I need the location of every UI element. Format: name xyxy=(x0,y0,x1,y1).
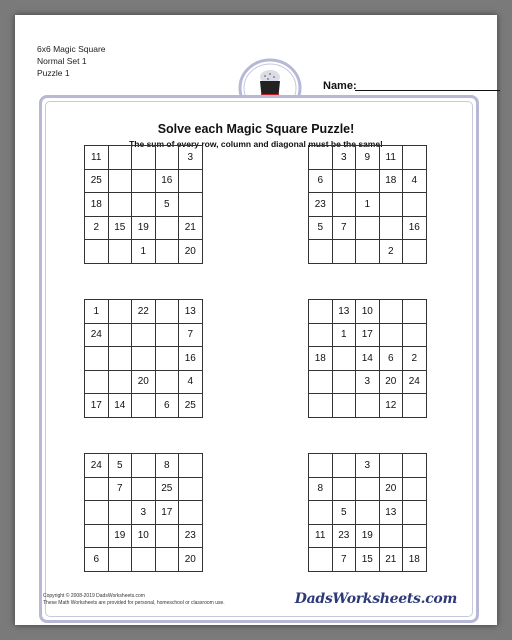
grid-cell[interactable] xyxy=(379,300,403,324)
grid-cell: 5 xyxy=(155,193,179,217)
grid-cell: 1 xyxy=(356,193,380,217)
grid-row xyxy=(309,347,427,371)
grid-cell[interactable] xyxy=(379,216,403,240)
grid-cell[interactable] xyxy=(108,146,132,170)
grid-cell: 23 xyxy=(332,524,356,548)
grid-cell: 6 xyxy=(85,548,109,572)
grid-cell[interactable] xyxy=(309,240,333,264)
grid-cell[interactable] xyxy=(309,394,333,418)
grid-cell: 5 xyxy=(332,501,356,525)
grid-cell: 7 xyxy=(179,323,203,347)
worksheet-set: Normal Set 1 xyxy=(37,56,87,66)
grid-row xyxy=(85,477,203,501)
grid-cell: 16 xyxy=(403,216,427,240)
grid-cell[interactable] xyxy=(132,347,156,371)
grid-row xyxy=(85,370,203,394)
grid-cell: 8 xyxy=(309,477,333,501)
grid-row xyxy=(85,323,203,347)
grid-row xyxy=(85,454,203,478)
name-label: Name: xyxy=(323,80,357,92)
grid-cell: 1 xyxy=(132,240,156,264)
worksheet-title: Solve each Magic Square Puzzle! xyxy=(157,122,355,136)
grid-cell: 20 xyxy=(379,370,403,394)
grid-cell: 11 xyxy=(379,146,403,170)
site-logo: DadsWorksheets.com xyxy=(294,591,457,607)
grid-cell: 6 xyxy=(379,347,403,371)
grid-cell: 10 xyxy=(132,524,156,548)
grid-cell[interactable] xyxy=(155,240,179,264)
grid-cell: 16 xyxy=(179,347,203,371)
magic-square-4 xyxy=(308,299,427,418)
grid-cell[interactable] xyxy=(85,370,109,394)
name-line xyxy=(355,90,500,91)
grid-cell: 13 xyxy=(332,300,356,324)
grid-cell: 2 xyxy=(403,347,427,371)
magic-square-1 xyxy=(84,145,203,264)
grid-cell: 18 xyxy=(309,347,333,371)
grid-cell: 17 xyxy=(85,394,109,418)
grid-cell[interactable] xyxy=(309,548,333,572)
grid-cell: 23 xyxy=(179,524,203,548)
grid-cell[interactable] xyxy=(403,146,427,170)
grid-cell[interactable] xyxy=(309,323,333,347)
grid-cell[interactable] xyxy=(155,548,179,572)
grid-cell: 20 xyxy=(179,548,203,572)
grid-cell[interactable] xyxy=(356,477,380,501)
grid-cell[interactable] xyxy=(132,323,156,347)
grid-cell: 18 xyxy=(85,193,109,217)
grid-cell: 6 xyxy=(155,394,179,418)
grid-cell: 24 xyxy=(403,370,427,394)
grid-cell: 15 xyxy=(356,548,380,572)
worksheet-instructions: The sum of every row, column and diagonal must be the same! xyxy=(129,139,383,149)
grid-cell[interactable] xyxy=(85,347,109,371)
grid-cell: 17 xyxy=(155,501,179,525)
worksheet-page xyxy=(15,15,497,625)
grid-cell: 19 xyxy=(108,524,132,548)
grid-cell: 3 xyxy=(132,501,156,525)
grid-cell[interactable] xyxy=(332,240,356,264)
grid-cell[interactable] xyxy=(155,370,179,394)
grid-cell[interactable] xyxy=(179,193,203,217)
grid-cell[interactable] xyxy=(108,193,132,217)
grid-cell[interactable] xyxy=(379,193,403,217)
grid-cell[interactable] xyxy=(403,240,427,264)
grid-row xyxy=(85,216,203,240)
grid-cell: 25 xyxy=(85,169,109,193)
grid-row xyxy=(309,300,427,324)
grid-cell: 19 xyxy=(356,524,380,548)
grid-cell[interactable] xyxy=(332,193,356,217)
grid-cell[interactable] xyxy=(309,454,333,478)
magic-square-2 xyxy=(308,145,427,264)
magic-square-3 xyxy=(84,299,203,418)
grid-row xyxy=(85,524,203,548)
grid-cell: 12 xyxy=(379,394,403,418)
grid-cell[interactable] xyxy=(108,370,132,394)
grid-cell[interactable] xyxy=(356,240,380,264)
magic-square-6 xyxy=(308,453,427,572)
grid-cell[interactable] xyxy=(403,501,427,525)
grid-cell[interactable] xyxy=(332,477,356,501)
grid-cell[interactable] xyxy=(179,454,203,478)
grid-cell[interactable] xyxy=(403,300,427,324)
grid-row xyxy=(309,548,427,572)
grid-row xyxy=(85,300,203,324)
grid-cell[interactable] xyxy=(85,501,109,525)
grid-cell[interactable] xyxy=(332,370,356,394)
grid-cell[interactable] xyxy=(108,300,132,324)
grid-row xyxy=(309,323,427,347)
grid-cell[interactable] xyxy=(332,169,356,193)
grid-cell[interactable] xyxy=(356,216,380,240)
grid-row xyxy=(309,193,427,217)
grid-row xyxy=(309,477,427,501)
grid-cell: 20 xyxy=(179,240,203,264)
grid-cell[interactable] xyxy=(309,300,333,324)
grid-cell: 5 xyxy=(309,216,333,240)
grid-cell[interactable] xyxy=(403,477,427,501)
grid-cell[interactable] xyxy=(132,146,156,170)
grid-row xyxy=(85,394,203,418)
grid-cell[interactable] xyxy=(403,193,427,217)
grid-cell[interactable] xyxy=(108,169,132,193)
grid-row xyxy=(309,146,427,170)
grid-cell: 10 xyxy=(356,300,380,324)
grid-cell[interactable] xyxy=(155,347,179,371)
grid-cell[interactable] xyxy=(403,394,427,418)
grid-cell[interactable] xyxy=(155,323,179,347)
grid-cell[interactable] xyxy=(155,146,179,170)
grid-row xyxy=(309,524,427,548)
grid-cell[interactable] xyxy=(108,323,132,347)
grid-cell: 18 xyxy=(379,169,403,193)
copyright-text: Copyright © 2008-2019 DadsWorksheets.com xyxy=(43,593,145,599)
grid-row xyxy=(85,347,203,371)
grid-row xyxy=(309,370,427,394)
grid-cell: 14 xyxy=(356,347,380,371)
grid-cell[interactable] xyxy=(403,454,427,478)
grid-cell[interactable] xyxy=(356,394,380,418)
grid-cell: 2 xyxy=(379,240,403,264)
grid-cell: 18 xyxy=(403,548,427,572)
grid-cell[interactable] xyxy=(108,240,132,264)
grid-cell[interactable] xyxy=(132,394,156,418)
worksheet-info xyxy=(37,43,106,79)
grid-cell[interactable] xyxy=(379,454,403,478)
grid-cell[interactable] xyxy=(403,524,427,548)
grid-cell: 8 xyxy=(155,454,179,478)
grid-cell[interactable] xyxy=(108,347,132,371)
grid-cell[interactable] xyxy=(108,501,132,525)
grid-cell[interactable] xyxy=(155,524,179,548)
grid-cell: 7 xyxy=(332,548,356,572)
grid-row xyxy=(309,394,427,418)
grid-cell[interactable] xyxy=(155,216,179,240)
worksheet-type: 6x6 Magic Square xyxy=(37,44,106,54)
grid-cell[interactable] xyxy=(132,193,156,217)
grid-cell: 4 xyxy=(403,169,427,193)
grid-cell: 6 xyxy=(309,169,333,193)
grid-cell: 22 xyxy=(132,300,156,324)
grid-cell[interactable] xyxy=(85,477,109,501)
grid-cell: 24 xyxy=(85,323,109,347)
grid-cell: 14 xyxy=(108,394,132,418)
grid-row xyxy=(309,169,427,193)
magic-square-5 xyxy=(84,453,203,572)
grid-cell[interactable] xyxy=(132,477,156,501)
footer xyxy=(43,593,225,607)
grid-cell: 1 xyxy=(332,323,356,347)
grid-cell: 9 xyxy=(356,146,380,170)
grid-cell[interactable] xyxy=(356,501,380,525)
grid-cell: 13 xyxy=(379,501,403,525)
grid-cell[interactable] xyxy=(332,347,356,371)
grid-cell: 25 xyxy=(179,394,203,418)
grid-cell[interactable] xyxy=(403,323,427,347)
grid-row xyxy=(85,193,203,217)
grid-cell: 21 xyxy=(379,548,403,572)
grid-cell: 3 xyxy=(356,454,380,478)
grid-cell[interactable] xyxy=(332,394,356,418)
grid-cell: 7 xyxy=(332,216,356,240)
grid-cell: 11 xyxy=(85,146,109,170)
grid-cell: 19 xyxy=(132,216,156,240)
grid-cell[interactable] xyxy=(132,548,156,572)
grid-row xyxy=(85,548,203,572)
grid-cell: 3 xyxy=(332,146,356,170)
grid-cell: 5 xyxy=(108,454,132,478)
grid-cell: 20 xyxy=(379,477,403,501)
grid-cell: 21 xyxy=(179,216,203,240)
grid-cell: 13 xyxy=(179,300,203,324)
grid-cell: 15 xyxy=(108,216,132,240)
grid-cell: 16 xyxy=(155,169,179,193)
usage-note: These Math Worksheets are provided for personal, homeschool or classroom use. xyxy=(43,600,225,606)
grid-cell: 17 xyxy=(356,323,380,347)
grid-cell[interactable] xyxy=(332,454,356,478)
grid-cell[interactable] xyxy=(108,548,132,572)
grid-cell[interactable] xyxy=(356,169,380,193)
grid-cell: 2 xyxy=(85,216,109,240)
grid-cell: 20 xyxy=(132,370,156,394)
grid-row xyxy=(309,501,427,525)
grid-cell[interactable] xyxy=(309,501,333,525)
grid-cell[interactable] xyxy=(179,501,203,525)
grid-cell[interactable] xyxy=(309,146,333,170)
grid-cell: 1 xyxy=(85,300,109,324)
grid-row xyxy=(309,216,427,240)
grid-cell: 24 xyxy=(85,454,109,478)
grid-cell: 3 xyxy=(356,370,380,394)
grid-row xyxy=(309,240,427,264)
grid-cell[interactable] xyxy=(379,524,403,548)
grid-cell[interactable] xyxy=(155,300,179,324)
grid-cell[interactable] xyxy=(132,169,156,193)
grid-cell: 3 xyxy=(179,146,203,170)
grid-row xyxy=(85,240,203,264)
grid-cell: 4 xyxy=(179,370,203,394)
grid-cell[interactable] xyxy=(179,169,203,193)
grid-cell[interactable] xyxy=(379,323,403,347)
grid-cell[interactable] xyxy=(85,240,109,264)
grid-cell[interactable] xyxy=(85,524,109,548)
grid-row xyxy=(85,146,203,170)
grid-cell: 23 xyxy=(309,193,333,217)
grid-cell: 25 xyxy=(155,477,179,501)
grid-row xyxy=(85,501,203,525)
grid-row xyxy=(309,454,427,478)
grid-cell[interactable] xyxy=(132,454,156,478)
grid-cell[interactable] xyxy=(309,370,333,394)
grid-cell: 11 xyxy=(309,524,333,548)
grid-row xyxy=(85,169,203,193)
grid-cell[interactable] xyxy=(179,477,203,501)
grid-cell: 7 xyxy=(108,477,132,501)
worksheet-puzzle-number: Puzzle 1 xyxy=(37,68,70,78)
